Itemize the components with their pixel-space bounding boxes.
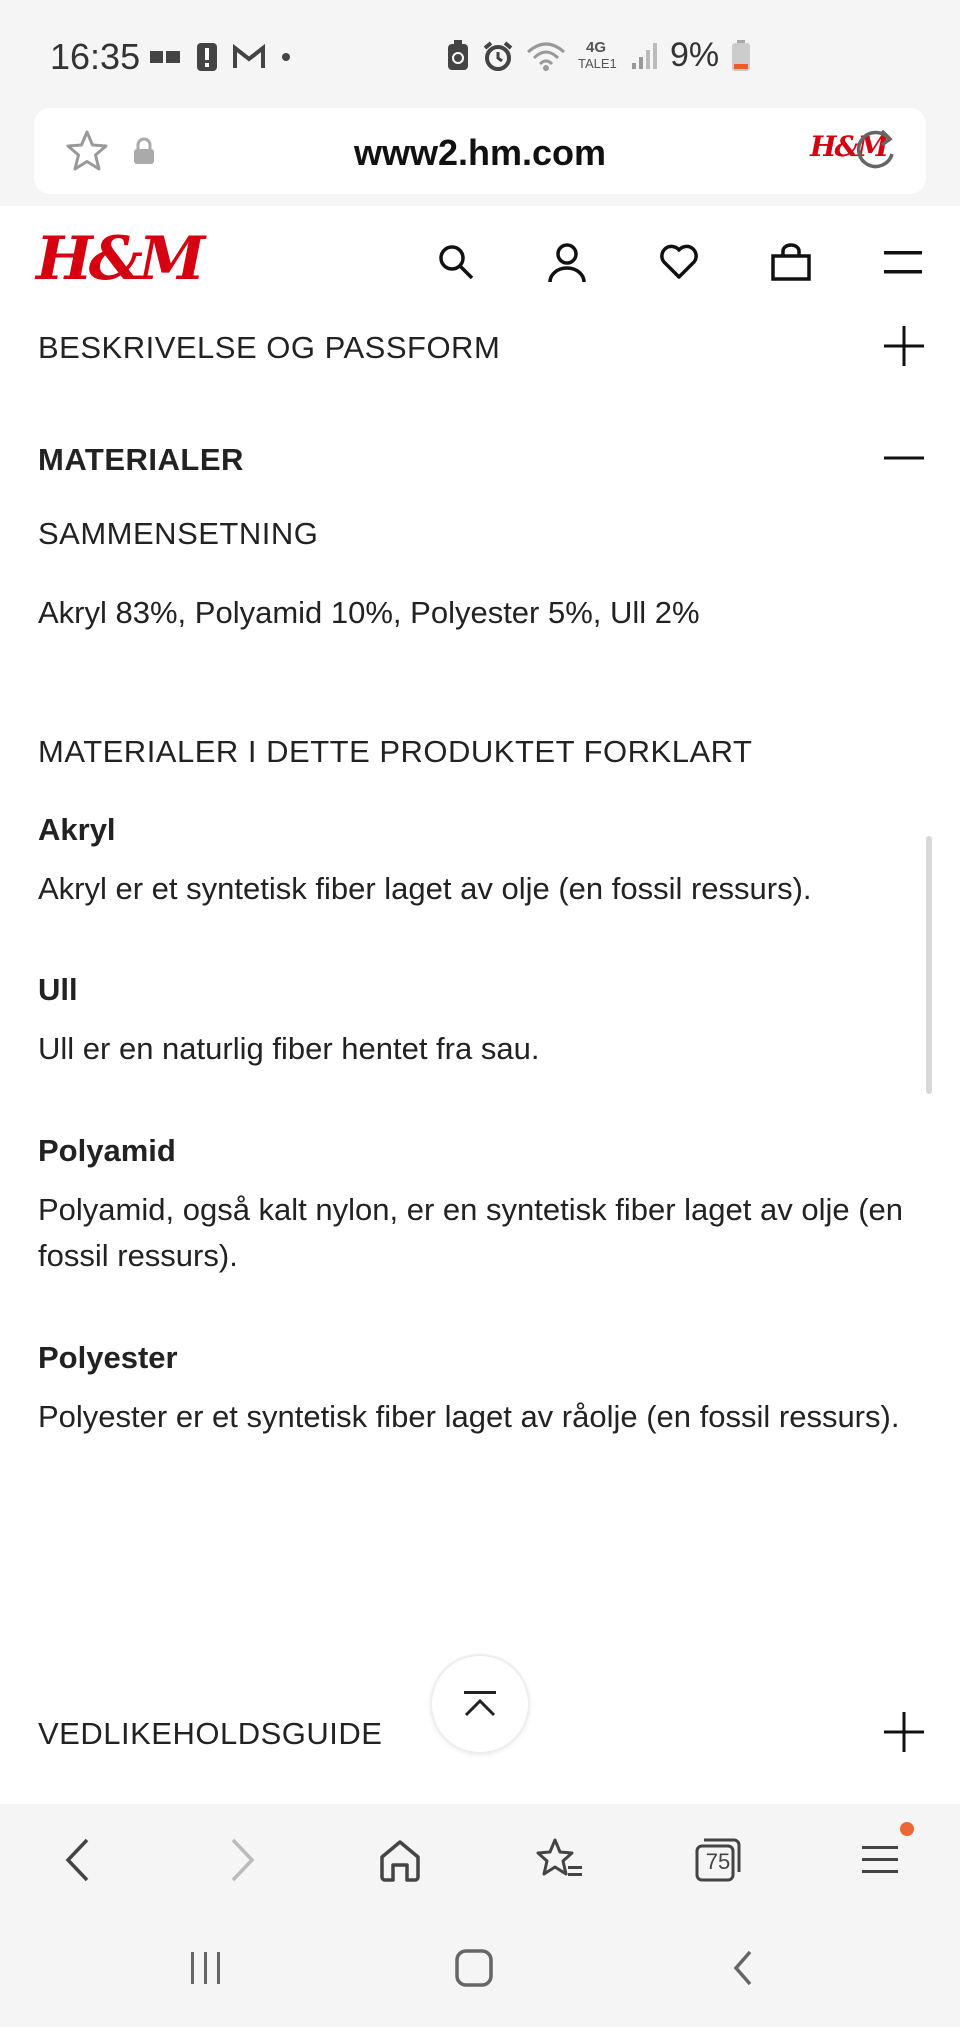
- gmail-icon: [232, 44, 266, 70]
- battery-percent: 9%: [670, 36, 720, 74]
- composition-heading: SAMMENSETNING: [38, 516, 319, 551]
- reload-icon[interactable]: [848, 124, 902, 178]
- scroll-to-top-button[interactable]: [430, 1654, 530, 1754]
- heart-icon[interactable]: [658, 242, 700, 282]
- browser-menu-button[interactable]: [852, 1832, 908, 1888]
- recent-apps-icon[interactable]: [188, 1948, 224, 1988]
- term-title-polyester: Polyester: [38, 1340, 178, 1375]
- system-nav-bar: [0, 1914, 960, 2027]
- term-text-ull: Ull er en naturlig fiber hentet fra sau.: [38, 1031, 540, 1066]
- home-button[interactable]: [372, 1832, 428, 1888]
- composition-text: Akryl 83%, Polyamid 10%, Polyester 5%, Ull 2%: [38, 595, 700, 630]
- term-text-polyester: Polyester er et syntetisk fiber laget av råolje (en fossil ressurs).: [38, 1399, 900, 1434]
- battery-saver-icon: [446, 40, 470, 72]
- minus-icon[interactable]: [884, 438, 924, 478]
- back-button[interactable]: [50, 1832, 106, 1888]
- materials-explained-heading: MATERIALER I DETTE PRODUKTET FORKLART: [38, 734, 753, 769]
- search-icon[interactable]: [436, 242, 476, 282]
- term-title-akryl: Akryl: [38, 812, 116, 847]
- home-icon: [377, 1837, 423, 1883]
- url-text[interactable]: www2.hm.com: [353, 132, 607, 173]
- plus-icon[interactable]: [884, 326, 924, 366]
- notification-dot: [900, 1822, 914, 1836]
- alarm-icon: [482, 40, 514, 72]
- sd-card-icon: [148, 47, 182, 67]
- materials-heading[interactable]: MATERIALER: [38, 442, 244, 477]
- address-bar[interactable]: [34, 108, 926, 194]
- page-scrollbar[interactable]: [926, 836, 932, 1094]
- term-title-polyamid: Polyamid: [38, 1133, 176, 1168]
- page-content: [0, 206, 960, 1804]
- dot-icon: [280, 51, 292, 63]
- home-nav-icon[interactable]: [454, 1948, 494, 1988]
- care-heading[interactable]: VEDLIKEHOLDSGUIDE: [38, 1716, 383, 1751]
- menu-icon[interactable]: [882, 248, 924, 278]
- bookmarks-icon: [535, 1836, 585, 1884]
- scroll-up-icon: [460, 1689, 500, 1719]
- bag-icon[interactable]: [770, 242, 812, 282]
- term-text-akryl: Akryl er et syntetisk fiber laget av olje (en fossil ressurs).: [38, 871, 812, 906]
- tabs-button[interactable]: [690, 1832, 746, 1888]
- forward-icon: [227, 1837, 257, 1883]
- menu-icon: [860, 1842, 900, 1878]
- network-label: 4G: [586, 38, 607, 56]
- account-icon[interactable]: [546, 242, 588, 284]
- back-nav-icon[interactable]: [728, 1948, 758, 1988]
- network-indicator: [578, 39, 618, 73]
- status-time: 16:35: [50, 36, 141, 77]
- hm-logo[interactable]: H&M: [36, 224, 202, 294]
- battery-icon: [731, 40, 751, 72]
- carrier-label: TALE1: [578, 55, 617, 71]
- plus-icon[interactable]: [884, 1712, 924, 1752]
- tab-count: 75: [705, 1849, 731, 1874]
- alert-icon: [196, 42, 218, 72]
- status-bar: [0, 0, 960, 108]
- term-title-ull: Ull: [38, 972, 78, 1007]
- back-icon: [63, 1837, 93, 1883]
- signal-icon: [630, 41, 658, 71]
- term-text-polyamid: Polyamid, også kalt nylon, er en syntetisk fiber laget av olje (en fossil ressurs).: [38, 1192, 904, 1273]
- wifi-icon: [526, 40, 566, 72]
- forward-button[interactable]: [214, 1832, 270, 1888]
- description-heading[interactable]: BESKRIVELSE OG PASSFORM: [38, 330, 501, 365]
- site-brand-badge: H&M: [810, 130, 887, 163]
- bookmarks-button[interactable]: [532, 1832, 588, 1888]
- browser-toolbar: [0, 1804, 960, 1914]
